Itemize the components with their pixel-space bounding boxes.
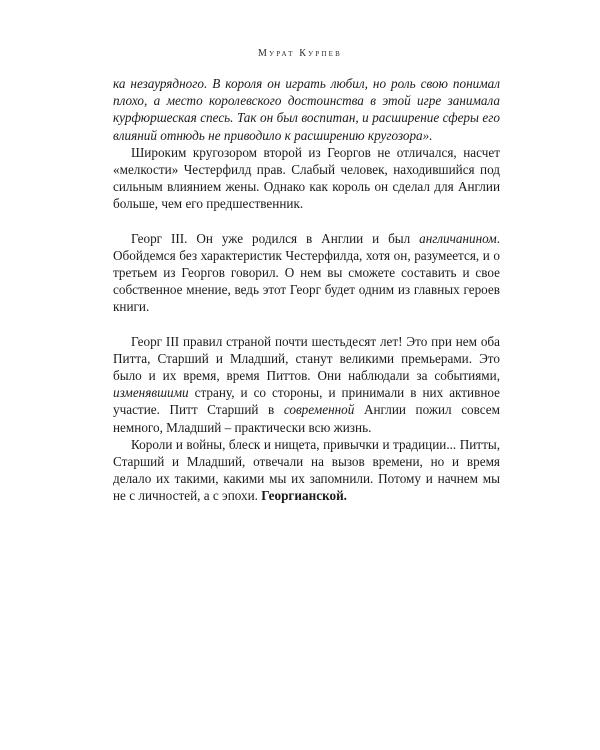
paragraph-george-iii-intro <box>113 230 500 316</box>
text-run: страну, и со стороны, и принимали в них активное участие. Питт Старший в <box>113 385 500 418</box>
emphasis-englishman: англичанином <box>419 230 497 246</box>
running-head: Мурат Курпев <box>258 48 342 59</box>
text-run: Короли и войны, блеск и нищета, привычки и традиции... Питты, Старший и Младший, отвечали на вызов времени, но и время делало их такими, какими мы их запомнили. Потому и начнем мы не с личностей, а с эпохи. <box>113 436 500 504</box>
bold-georgian: Георгианской. <box>261 488 347 504</box>
body-text <box>113 75 500 505</box>
text-run: Георг III. Он уже родился в Англии и был <box>131 230 420 246</box>
text-run: Англии пожил совсем немного, Младший – практически всю жизнь. <box>113 402 501 435</box>
paragraph-pitts <box>113 333 500 436</box>
paragraph-second-george: Широким кругозором второй из Георгов не отличался, насчет «мелкости» Честерфилд прав. Слабый человек, находившийся под сильным влиянием жены. Однако как король он сделал для Англии больше, чем его предшественник. <box>113 144 500 212</box>
emphasis-changing: изменявшими <box>113 385 189 401</box>
paragraph-kings-and-wars <box>113 436 500 505</box>
paragraph-quote-continuation: ка незаурядного. В короля он играть любил, но роль свою понимал плохо, а место королевского достоинства в этой игре занимала курфюршеская спесь. Так он был воспитан, и расширение сферы его влияний отнюдь не приводило к расширению кругозора». <box>113 76 500 143</box>
emphasis-modern: современной <box>283 402 355 418</box>
text-run: Георг III правил страной почти шестьдесят лет! Это при нем оба Питта, Старший и Младший, станут великими премьерами. Это было и их время, время Питтов. Они наблюдали за событиями, <box>113 333 500 384</box>
text-run: . Обойдемся без характеристик Честерфилда, хотя он, разумеется, и о третьем из Георгов говорил. О нем вы сможете составить и свое собственное мнение, ведь этот Георг будет одним из главных героев книги. <box>113 230 500 315</box>
